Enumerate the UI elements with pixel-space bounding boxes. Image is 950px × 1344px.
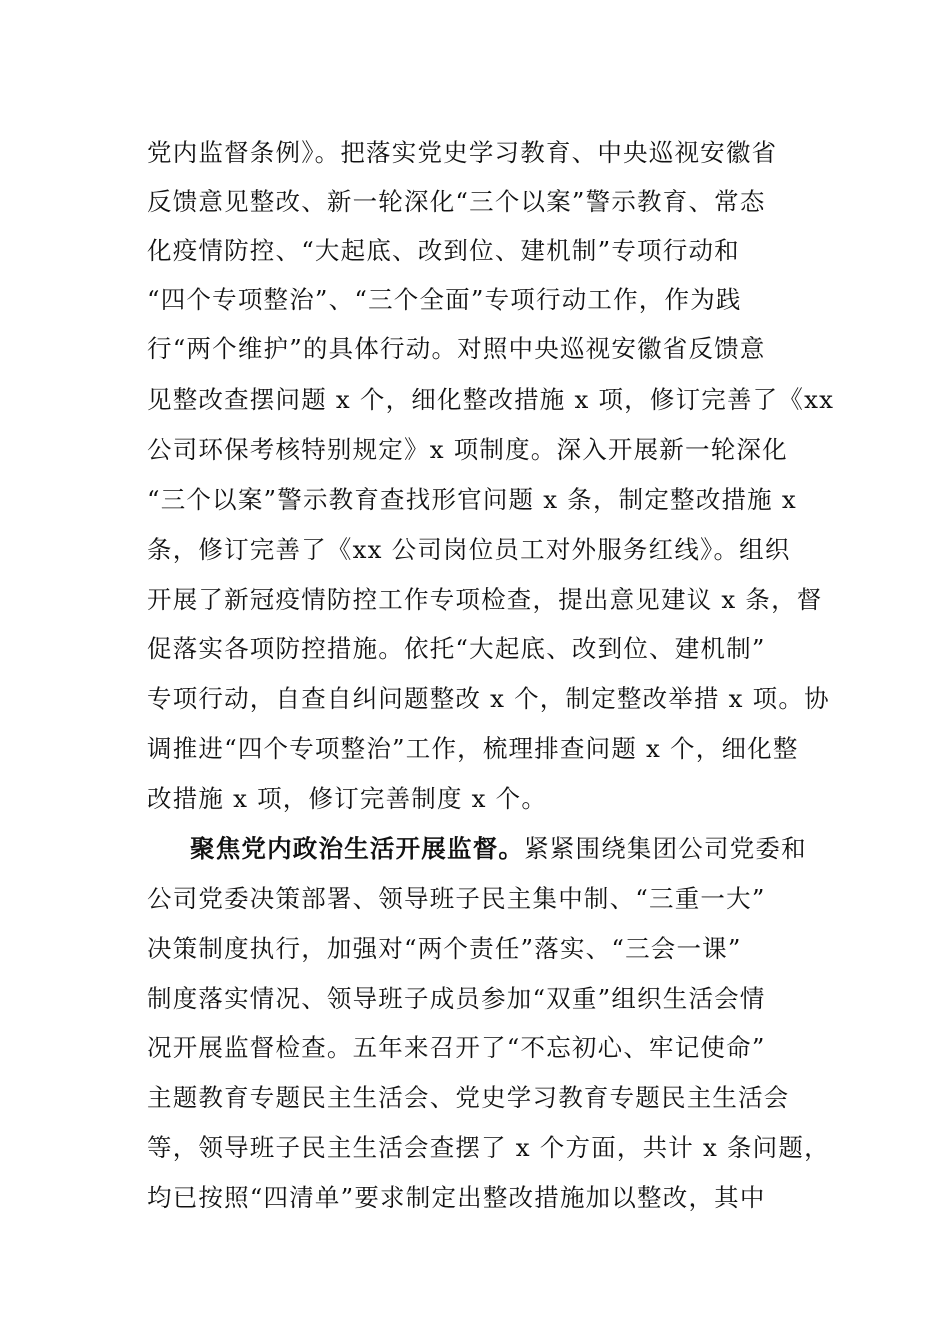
text-line: 开展了新冠疫情防控工作专项检查，提出意见建议 x 条，督 [147, 585, 823, 614]
text-line: 改措施 x 项，修订完善制度 x 个。 [147, 784, 548, 813]
text-line: 促落实各项防控措施。依托“大起底、改到位、建机制” [147, 634, 766, 663]
text-line: “三个以案”警示教育查找形官问题 x 条，制定整改措施 x [147, 485, 797, 514]
paragraph-heading: 聚焦党内政治生活开展监督。 [190, 834, 525, 863]
text-line: 决策制度执行，加强对“两个责任”落实、“三会一课” [147, 934, 742, 963]
paragraph-first-line [190, 832, 807, 866]
text-line: 制度落实情况、领导班子成员参加“双重”组织生活会情 [147, 984, 766, 1013]
paragraph-heading-continuation: 紧紧围绕集团公司党委和 [524, 834, 807, 863]
text-line: 况开展监督检查。五年来召开了“不忘初心、牢记使命” [147, 1033, 766, 1062]
text-line: 行“两个维护”的具体行动。对照中央巡视安徽省反馈意 [147, 334, 766, 363]
text-line: 见整改查摆问题 x 个，细化整改措施 x 项，修订完善了《xx [147, 385, 835, 414]
text-line: 反馈意见整改、新一轮深化“三个以案”警示教育、常态 [147, 187, 766, 216]
text-line: 调推进“四个专项整治”工作，梳理排查问题 x 个，细化整 [147, 734, 799, 763]
text-line: 主题教育专题民主生活会、党史学习教育专题民主生活会 [147, 1083, 790, 1112]
text-line: 党内监督条例》。把落实党史学习教育、中央巡视安徽省 [147, 138, 778, 167]
text-line: 等，领导班子民主生活会查摆了 x 个方面，共计 x 条问题， [147, 1133, 830, 1162]
text-line: “四个专项整治”、“三个全面”专项行动工作，作为践 [147, 285, 742, 314]
text-line: 公司党委决策部署、领导班子民主集中制、“三重一大” [147, 884, 766, 913]
text-line: 公司环保考核特别规定》x 项制度。深入开展新一轮深化 [147, 435, 788, 464]
text-line: 均已按照“四清单”要求制定出整改措施加以整改，其中 [147, 1183, 766, 1212]
text-line: 条，修订完善了《xx 公司岗位员工对外服务红线》。组织 [147, 535, 791, 564]
text-line: 专项行动，自查自纠问题整改 x 个，制定整改举措 x 项。协 [147, 684, 830, 713]
text-line: 化疫情防控、“大起底、改到位、建机制”专项行动和 [147, 236, 740, 265]
